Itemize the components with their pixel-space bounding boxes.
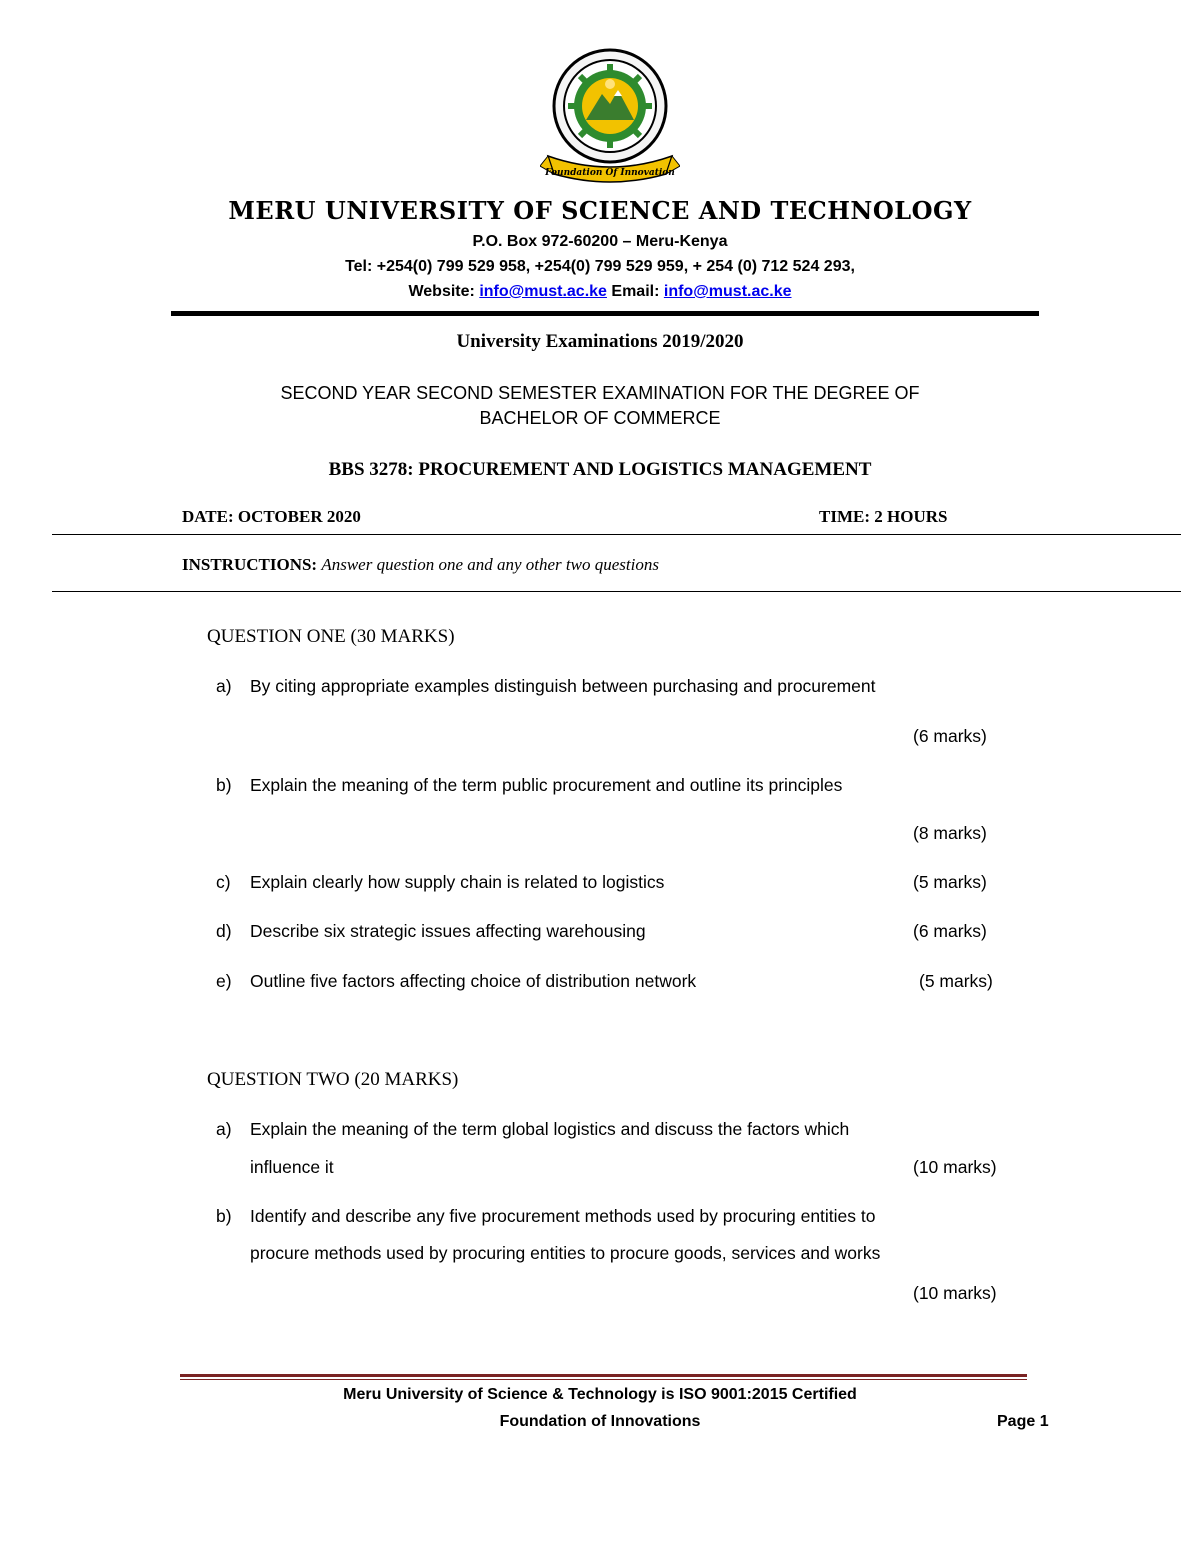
q2-item-text-line1: Identify and describe any five procurement methods used by procuring entities to — [250, 1206, 876, 1226]
footer-divider — [180, 1374, 1027, 1377]
q2-item-marks: (10 marks) — [913, 1283, 997, 1303]
question-two-heading: QUESTION TWO (20 MARKS) — [207, 1069, 459, 1090]
q1-item-marks: (6 marks) — [913, 726, 987, 746]
q2-item-marks: (10 marks) — [913, 1157, 997, 1177]
header-divider — [171, 311, 1039, 316]
q1-item-text: Explain clearly how supply chain is related to logistics — [250, 872, 665, 892]
divider-top — [52, 534, 1181, 535]
page-number: Page 1 — [997, 1413, 1049, 1430]
exam-time: TIME: 2 HOURS — [819, 507, 948, 526]
q1-item-marks: (5 marks) — [913, 872, 987, 892]
website-link[interactable]: info@must.ac.ke — [479, 283, 607, 300]
email-label: Email: — [611, 283, 660, 300]
q1-item-text: Explain the meaning of the term public procurement and outline its principles — [250, 775, 843, 795]
q1-item-text: Outline five factors affecting choice of distribution network — [250, 971, 697, 991]
course-title: BBS 3278: PROCUREMENT AND LOGISTICS MANAGEMENT — [328, 459, 872, 480]
question-one-heading: QUESTION ONE (30 MARKS) — [207, 626, 455, 647]
degree-line-1: SECOND YEAR SECOND SEMESTER EXAMINATION FOR THE DEGREE OF — [280, 383, 920, 403]
q1-item-letter: b) — [216, 775, 232, 795]
q2-item-text-line2: influence it — [250, 1157, 334, 1177]
instructions-text: Answer question one and any other two questions — [321, 555, 659, 574]
q1-item-marks: (8 marks) — [913, 823, 987, 843]
q1-item-marks: (6 marks) — [913, 921, 987, 941]
q1-item-letter: d) — [216, 921, 232, 941]
q2-item-text-line2: procure methods used by procuring entities to procure goods, services and works — [250, 1243, 881, 1263]
postal-address: P.O. Box 972-60200 – Meru-Kenya — [472, 233, 728, 250]
q1-item-marks: (5 marks) — [919, 971, 993, 991]
university-logo — [540, 38, 680, 190]
instructions-label: INSTRUCTIONS: — [182, 555, 318, 574]
telephone-line: Tel: +254(0) 799 529 958, +254(0) 799 529 959, + 254 (0) 712 524 293, — [345, 258, 855, 275]
q1-item-text: By citing appropriate examples distinguish between purchasing and procurement — [250, 676, 876, 696]
q1-item-text: Describe six strategic issues affecting warehousing — [250, 921, 646, 941]
exam-date: DATE: OCTOBER 2020 — [182, 507, 361, 526]
university-name: MERU UNIVERSITY OF SCIENCE AND TECHNOLOGY — [228, 196, 972, 225]
q2-item-text-line1: Explain the meaning of the term global logistics and discuss the factors which — [250, 1119, 850, 1139]
q2-item-letter: a) — [216, 1119, 232, 1139]
instructions — [182, 555, 659, 575]
exam-title: University Examinations 2019/2020 — [456, 331, 744, 352]
contact-links — [0, 283, 1200, 301]
degree-line-2: BACHELOR OF COMMERCE — [479, 408, 721, 428]
footer-motto: Foundation of Innovations — [499, 1413, 701, 1430]
q1-item-letter: c) — [216, 872, 231, 892]
website-label: Website: — [408, 283, 475, 300]
q1-item-letter: e) — [216, 971, 232, 991]
footer-divider-thin — [180, 1379, 1027, 1380]
certification-line: Meru University of Science & Technology is ISO 9001:2015 Certified — [343, 1386, 857, 1403]
logo-banner-text: Foundation Of Innovation — [545, 168, 675, 178]
degree-heading — [0, 381, 1200, 431]
divider-bottom — [52, 591, 1181, 592]
q1-item-letter: a) — [216, 676, 232, 696]
q2-item-letter: b) — [216, 1206, 232, 1226]
email-link[interactable]: info@must.ac.ke — [663, 283, 792, 300]
